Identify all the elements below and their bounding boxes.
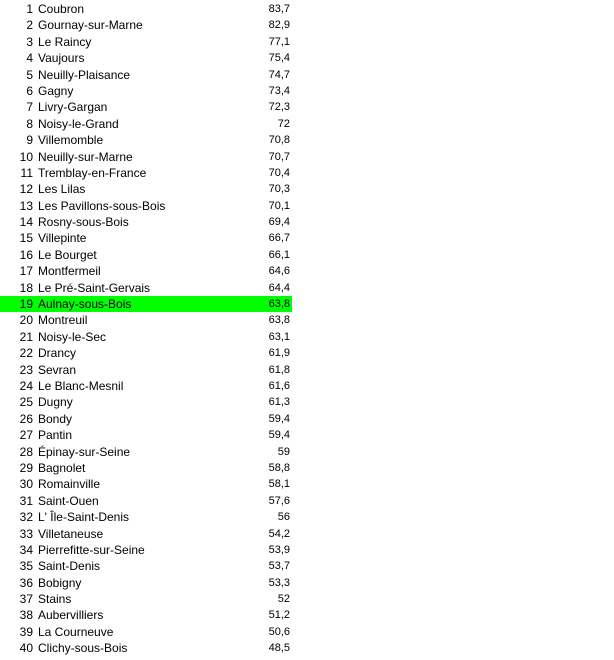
score-value: 57,6 <box>268 494 290 507</box>
table-row[interactable] <box>0 640 292 656</box>
table-row[interactable] <box>0 509 292 525</box>
commune-name: Tremblay-en-France <box>38 165 147 180</box>
commune-name: Le Blanc-Mesnil <box>38 378 124 393</box>
rank-number: 39 <box>19 624 33 639</box>
score-value: 61,8 <box>268 363 290 376</box>
score-value: 74,7 <box>268 68 290 81</box>
score-value: 70,3 <box>268 183 290 196</box>
score-value: 51,2 <box>268 609 290 622</box>
rank-number: 8 <box>26 116 33 131</box>
rank-number: 19 <box>19 297 33 312</box>
score-value: 59,4 <box>268 429 290 442</box>
score-value: 69,4 <box>268 216 290 229</box>
rank-number: 35 <box>19 559 33 574</box>
score-value: 82,9 <box>268 19 290 32</box>
rank-number: 10 <box>19 149 33 164</box>
score-value: 53,7 <box>268 560 290 573</box>
score-value: 56 <box>277 511 290 524</box>
score-value: 52 <box>277 593 290 606</box>
table-row[interactable] <box>0 116 292 132</box>
rank-number: 25 <box>19 395 33 410</box>
commune-name: Montreuil <box>38 313 88 328</box>
table-row[interactable] <box>0 263 292 279</box>
commune-name: Le Raincy <box>38 34 92 49</box>
table-row[interactable] <box>0 181 292 197</box>
rank-number: 26 <box>19 411 33 426</box>
rank-number: 12 <box>19 182 33 197</box>
score-value: 61,6 <box>268 379 290 392</box>
table-row[interactable] <box>0 67 292 83</box>
table-row[interactable] <box>0 50 292 66</box>
table-row[interactable] <box>0 99 292 115</box>
rank-number: 1 <box>26 2 33 16</box>
rank-number: 33 <box>19 526 33 541</box>
commune-name: Livry-Gargan <box>38 100 108 115</box>
score-value: 70,8 <box>268 134 290 147</box>
table-row[interactable] <box>0 198 292 214</box>
score-value: 83,7 <box>268 3 290 15</box>
table-row[interactable] <box>0 427 292 443</box>
commune-name: Gagny <box>38 83 74 98</box>
score-value: 58,8 <box>268 461 290 474</box>
rank-number: 4 <box>26 51 33 66</box>
rank-number: 15 <box>19 231 33 246</box>
rank-number: 21 <box>19 329 33 344</box>
commune-name: Saint-Denis <box>38 559 101 574</box>
table-row[interactable] <box>0 312 292 328</box>
commune-name: Sevran <box>38 362 77 377</box>
commune-name: Saint-Ouen <box>38 493 99 508</box>
rank-number: 20 <box>19 313 33 328</box>
commune-name: La Courneuve <box>38 624 114 639</box>
commune-name: Dugny <box>38 395 73 410</box>
rank-number: 16 <box>19 247 33 262</box>
score-value: 73,4 <box>268 84 290 97</box>
table-row[interactable] <box>0 165 292 181</box>
commune-name: Vaujours <box>38 51 85 66</box>
rank-number: 38 <box>19 608 33 623</box>
rank-number: 29 <box>19 460 33 475</box>
commune-name: Coubron <box>38 2 85 16</box>
table-row[interactable] <box>0 493 292 509</box>
rank-number: 34 <box>19 542 33 557</box>
rank-number: 9 <box>26 133 33 148</box>
commune-name: Villemomble <box>38 133 104 148</box>
rank-number: 24 <box>19 378 33 393</box>
commune-name: Villepinte <box>38 231 87 246</box>
table-row[interactable] <box>0 378 292 394</box>
rank-number: 37 <box>19 592 33 607</box>
commune-name: Les Pavillons-sous-Bois <box>38 198 166 213</box>
commune-name: L' Île-Saint-Denis <box>38 510 129 525</box>
commune-name: Les Lilas <box>38 182 86 197</box>
score-value: 64,4 <box>268 281 290 294</box>
commune-name: Pierrefitte-sur-Seine <box>38 542 145 557</box>
rank-number: 30 <box>19 477 33 492</box>
score-value: 72,3 <box>268 101 290 114</box>
table-row[interactable] <box>0 607 292 623</box>
table-row[interactable] <box>0 411 292 427</box>
score-value: 70,7 <box>268 150 290 163</box>
table-row[interactable] <box>0 230 292 246</box>
rank-number: 14 <box>19 215 33 230</box>
table-row[interactable] <box>0 558 292 574</box>
table-row[interactable] <box>0 394 292 410</box>
table-row[interactable] <box>0 460 292 476</box>
commune-name: Le Bourget <box>38 247 97 262</box>
table-row-highlighted[interactable] <box>0 296 292 312</box>
rank-number: 17 <box>19 264 33 279</box>
table-row[interactable] <box>0 624 292 640</box>
commune-name: Noisy-le-Grand <box>38 116 119 131</box>
rank-number: 28 <box>19 444 33 459</box>
table-row[interactable] <box>0 149 292 165</box>
table-row[interactable] <box>0 214 292 230</box>
rank-number: 18 <box>19 280 33 295</box>
rank-number: 7 <box>26 100 33 115</box>
rank-number: 40 <box>19 641 33 656</box>
table-row[interactable] <box>0 345 292 361</box>
score-value: 58,1 <box>268 478 290 491</box>
score-value: 66,1 <box>268 248 290 261</box>
commune-name: Aubervilliers <box>38 608 104 623</box>
score-value: 70,4 <box>268 166 290 179</box>
rank-number: 32 <box>19 510 33 525</box>
score-value: 59,4 <box>268 412 290 425</box>
table-row[interactable] <box>0 17 292 33</box>
score-value: 53,9 <box>268 543 290 556</box>
table-row[interactable] <box>0 1 292 17</box>
table-row[interactable] <box>0 247 292 263</box>
commune-name: Stains <box>38 592 72 607</box>
commune-name: Aulnay-sous-Bois <box>38 297 132 312</box>
commune-name: Villetaneuse <box>38 526 104 541</box>
table-row[interactable] <box>0 444 292 460</box>
score-value: 61,3 <box>268 396 290 409</box>
table-row[interactable] <box>0 575 292 591</box>
commune-name: Épinay-sur-Seine <box>38 444 131 459</box>
commune-name: Rosny-sous-Bois <box>38 215 129 230</box>
score-value: 61,9 <box>268 347 290 360</box>
score-value: 72 <box>277 117 290 130</box>
score-value: 75,4 <box>268 52 290 65</box>
score-value: 64,6 <box>268 265 290 278</box>
rank-number: 6 <box>26 83 33 98</box>
score-value: 54,2 <box>268 527 290 540</box>
score-value: 70,1 <box>268 199 290 212</box>
ranking-table <box>0 1 292 657</box>
rank-number: 36 <box>19 575 33 590</box>
table-row[interactable] <box>0 362 292 378</box>
table-row[interactable] <box>0 132 292 148</box>
commune-name: Gournay-sur-Marne <box>38 18 143 33</box>
table-row[interactable] <box>0 34 292 50</box>
commune-name: Bondy <box>38 411 73 426</box>
commune-name: Neuilly-sur-Marne <box>38 149 133 164</box>
score-value: 63,8 <box>268 314 290 327</box>
score-value: 66,7 <box>268 232 290 245</box>
score-value: 63,1 <box>268 330 290 343</box>
rank-number: 13 <box>19 198 33 213</box>
table-row[interactable] <box>0 526 292 542</box>
rank-number: 5 <box>26 67 33 82</box>
commune-name: Bagnolet <box>38 460 86 475</box>
commune-name: Noisy-le-Sec <box>38 329 107 344</box>
score-value: 63,8 <box>268 298 290 311</box>
commune-name: Clichy-sous-Bois <box>38 641 128 656</box>
commune-name: Drancy <box>38 346 77 361</box>
rank-number: 31 <box>19 493 33 508</box>
rank-number: 11 <box>20 165 33 180</box>
commune-name: Le Pré-Saint-Gervais <box>38 280 151 295</box>
score-value: 77,1 <box>268 35 290 48</box>
table-row[interactable] <box>0 591 292 607</box>
commune-name: Romainville <box>38 477 101 492</box>
table-row[interactable] <box>0 476 292 492</box>
rank-number: 23 <box>19 362 33 377</box>
table-row[interactable] <box>0 542 292 558</box>
rank-number: 27 <box>19 428 33 443</box>
commune-name: Pantin <box>38 428 73 443</box>
rank-number: 2 <box>26 18 33 33</box>
commune-name: Bobigny <box>38 575 82 590</box>
rank-number: 3 <box>26 34 33 49</box>
score-value: 48,5 <box>268 642 290 655</box>
table-row[interactable] <box>0 83 292 99</box>
score-value: 50,6 <box>268 625 290 638</box>
commune-name: Neuilly-Plaisance <box>38 67 131 82</box>
score-value: 59 <box>277 445 290 458</box>
table-row[interactable] <box>0 280 292 296</box>
rank-number: 22 <box>19 346 33 361</box>
table-row[interactable] <box>0 329 292 345</box>
score-value: 53,3 <box>268 576 290 589</box>
commune-name: Montfermeil <box>38 264 101 279</box>
